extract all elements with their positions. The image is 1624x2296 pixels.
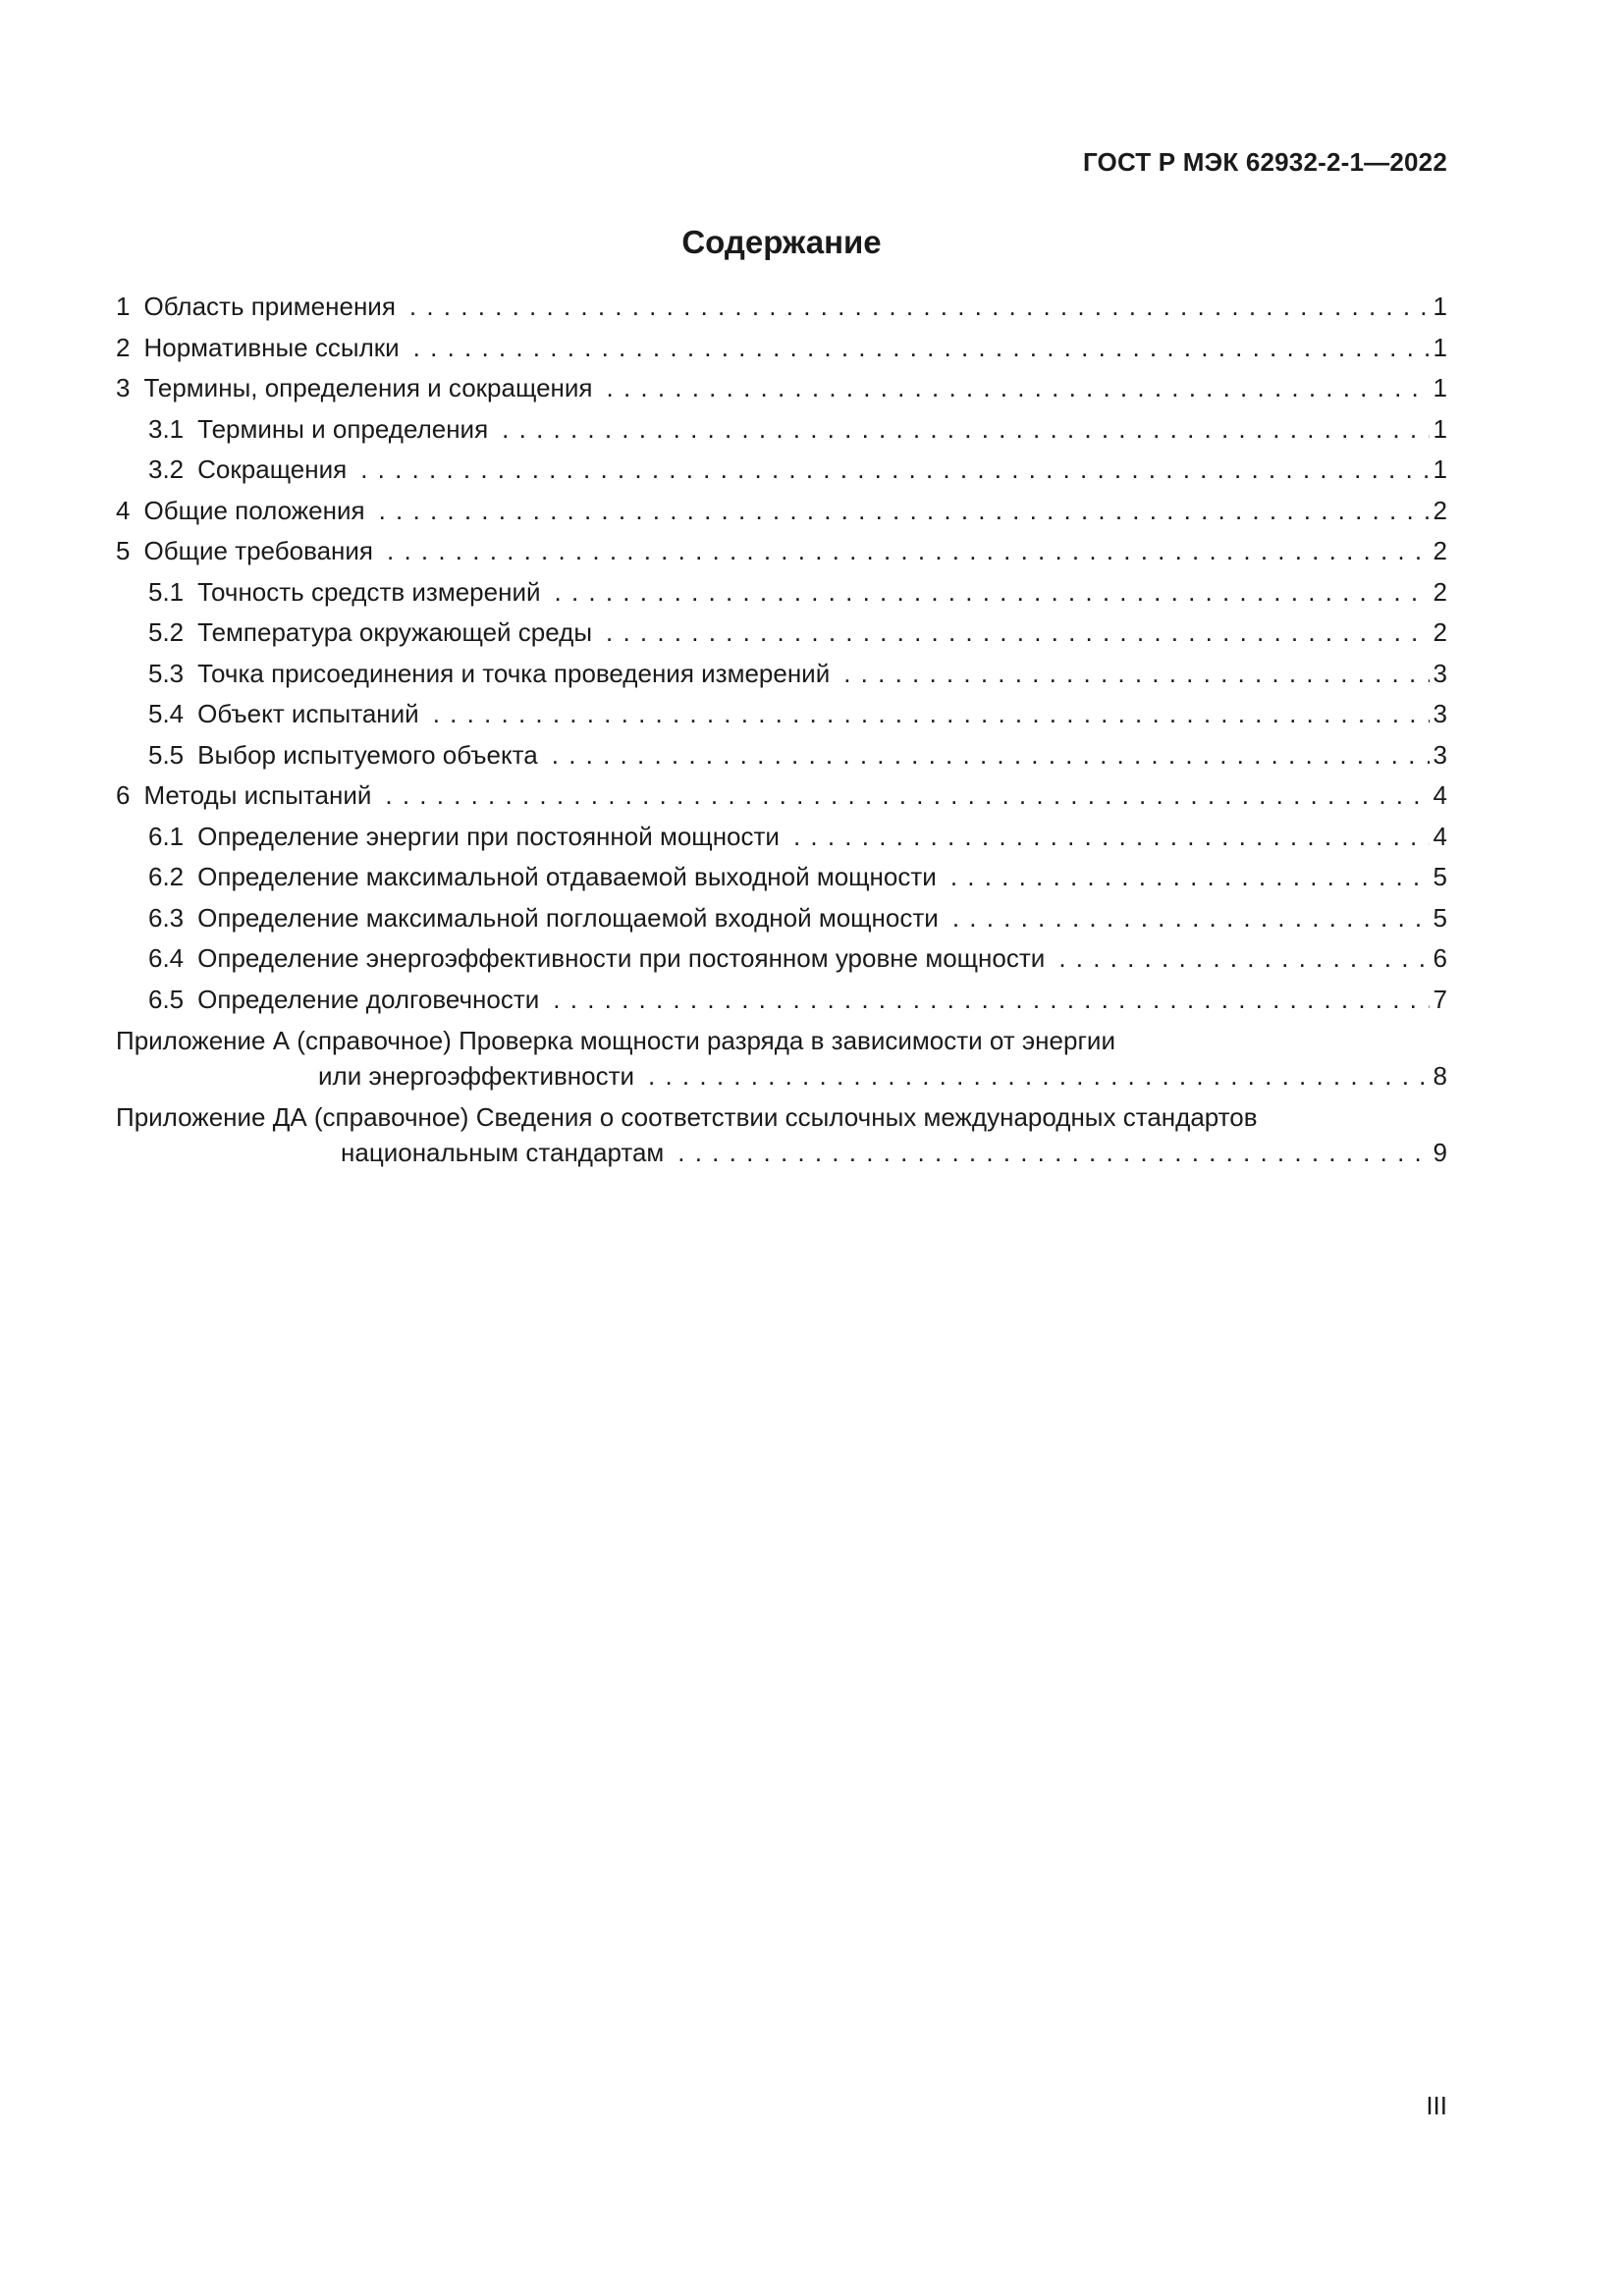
toc-entry-number: 5.5 [148, 739, 185, 770]
toc-entry-title: Область применения [143, 292, 396, 321]
toc-entry-title: Нормативные ссылки [143, 332, 400, 362]
dot-leader [387, 531, 1430, 572]
dot-leader [385, 775, 1429, 817]
dot-leader [843, 654, 1429, 695]
toc-entry-title: Точка присоединения и точка проведения измерений [197, 658, 831, 688]
dot-leader [433, 694, 1430, 735]
toc-entry-number: 1 [116, 292, 131, 321]
toc-entry-number: 6.4 [148, 943, 185, 973]
annex-title-line1: Сведения о соответствии ссылочных международных стандартов [475, 1102, 1258, 1132]
annex-continuation [116, 1135, 1447, 1170]
toc-entry-title: Определение максимальной отдаваемой выходной мощности [197, 862, 937, 891]
toc-entry-title: Определение энергии при постоянной мощности [197, 821, 780, 851]
toc-entry-page: 1 [1433, 454, 1447, 484]
toc-title: Содержание [681, 224, 882, 260]
toc-entry-page: 7 [1433, 984, 1447, 1014]
annex-prefix: Приложение А (справочное) [116, 1026, 452, 1055]
annex-title-line2: национальным стандартам [341, 1138, 665, 1167]
toc-entry-title: Сокращения [197, 454, 348, 484]
page-number: III [1426, 2091, 1447, 2120]
annex-continuation [116, 1058, 1447, 1094]
toc-entry-page: 3 [1433, 739, 1447, 770]
dot-leader [553, 980, 1429, 1021]
annex-line [116, 1023, 1447, 1058]
toc-entry-page: 3 [1433, 699, 1447, 728]
toc-entry-page: 1 [1433, 413, 1447, 444]
toc-entry-page: 4 [1433, 821, 1447, 851]
toc-entry-title: Общие требования [143, 536, 374, 565]
toc-entry-number: 3 [116, 373, 131, 402]
toc-entry-page: 2 [1433, 617, 1447, 647]
toc-entry-5-2[interactable] [116, 613, 1447, 654]
toc-entry-title: Температура окружающей среды [197, 617, 593, 647]
toc-entry-page: 8 [1433, 1061, 1447, 1091]
toc-entry-5-5[interactable] [116, 735, 1447, 776]
toc-entry-number: 6.5 [148, 984, 185, 1014]
toc-entry-page: 3 [1433, 658, 1447, 688]
toc-entry-title: Выбор испытуемого объекта [197, 739, 538, 770]
toc-entry-number: 4 [116, 495, 131, 525]
toc-entry-3[interactable] [116, 368, 1447, 409]
annex-prefix: Приложение ДА (справочное) [116, 1102, 469, 1132]
toc-entry-number: 5.4 [148, 699, 185, 728]
toc-entry-page: 6 [1433, 943, 1447, 973]
dot-leader [677, 1135, 1429, 1170]
toc-entry-title: Общие положения [143, 495, 365, 525]
annex-title-line1: Проверка мощности разряда в зависимости от энергии [459, 1026, 1115, 1055]
dot-leader [379, 491, 1430, 532]
dot-leader [648, 1058, 1430, 1094]
toc-entry-page: 5 [1433, 902, 1447, 933]
standard-header: ГОСТ Р МЭК 62932-2-1—2022 [1082, 147, 1447, 177]
dot-leader [502, 409, 1429, 451]
toc-entry-number: 2 [116, 332, 131, 362]
toc-entry-title: Термины и определения [197, 413, 489, 444]
dot-leader [360, 450, 1429, 491]
dot-leader [606, 613, 1430, 654]
toc-entry-title: Определение энергоэффективности при постоянном уровне мощности [197, 943, 1046, 973]
toc-entry-title: Определение долговечности [197, 984, 540, 1014]
toc-entry-6[interactable] [116, 775, 1447, 817]
toc-entry-page: 5 [1433, 862, 1447, 891]
toc-entry-4[interactable] [116, 491, 1447, 532]
toc-annex-da[interactable] [116, 1096, 1447, 1173]
table-of-contents [116, 287, 1447, 1173]
toc-entry-number: 6.3 [148, 902, 185, 933]
toc-entry-6-2[interactable] [116, 857, 1447, 898]
toc-entry-5-3[interactable] [116, 654, 1447, 695]
toc-entry-6-3[interactable] [116, 898, 1447, 939]
toc-entry-number: 5.1 [148, 576, 185, 607]
toc-entry-6-1[interactable] [116, 817, 1447, 858]
dot-leader [409, 287, 1430, 328]
toc-entry-6-4[interactable] [116, 938, 1447, 980]
toc-entry-page: 9 [1433, 1138, 1447, 1167]
toc-entry-page: 4 [1433, 780, 1447, 810]
toc-entry-number: 6.2 [148, 862, 185, 891]
toc-entry-5[interactable] [116, 531, 1447, 572]
toc-entry-title: Методы испытаний [143, 780, 372, 810]
toc-entry-5-1[interactable] [116, 572, 1447, 614]
dot-leader [555, 572, 1430, 614]
toc-entry-number: 3.2 [148, 454, 185, 484]
toc-entry-5-4[interactable] [116, 694, 1447, 735]
toc-entry-3-2[interactable] [116, 450, 1447, 491]
annex-line [116, 1099, 1447, 1135]
toc-entry-title: Объект испытаний [197, 699, 419, 728]
toc-entry-page: 2 [1433, 576, 1447, 607]
toc-entry-title: Термины, определения и сокращения [143, 373, 593, 402]
dot-leader [952, 898, 1430, 939]
dot-leader [950, 857, 1430, 898]
toc-annex-a[interactable] [116, 1020, 1447, 1096]
dot-leader [1058, 938, 1429, 980]
toc-entry-page: 1 [1433, 332, 1447, 362]
toc-entry-number: 6.1 [148, 821, 185, 851]
dot-leader [607, 368, 1430, 409]
toc-entry-number: 3.1 [148, 413, 185, 444]
toc-entry-number: 5.3 [148, 658, 185, 688]
toc-entry-number: 5.2 [148, 617, 185, 647]
toc-entry-number: 5 [116, 536, 131, 565]
dot-leader [793, 817, 1430, 858]
dot-leader [552, 735, 1430, 776]
toc-entry-6-5[interactable] [116, 980, 1447, 1021]
toc-entry-1[interactable] [116, 287, 1447, 328]
annex-title-line2: или энергоэффективности [318, 1061, 635, 1091]
toc-entry-3-1[interactable] [116, 409, 1447, 451]
toc-entry-2[interactable] [116, 328, 1447, 369]
toc-entry-page: 1 [1433, 292, 1447, 321]
toc-entry-page: 1 [1433, 373, 1447, 402]
toc-entry-title: Точность средств измерений [197, 576, 541, 607]
toc-entry-page: 2 [1433, 536, 1447, 565]
toc-entry-title: Определение максимальной поглощаемой входной мощности [197, 902, 939, 933]
toc-entry-page: 2 [1433, 495, 1447, 525]
dot-leader [413, 328, 1430, 369]
toc-entry-number: 6 [116, 780, 131, 810]
